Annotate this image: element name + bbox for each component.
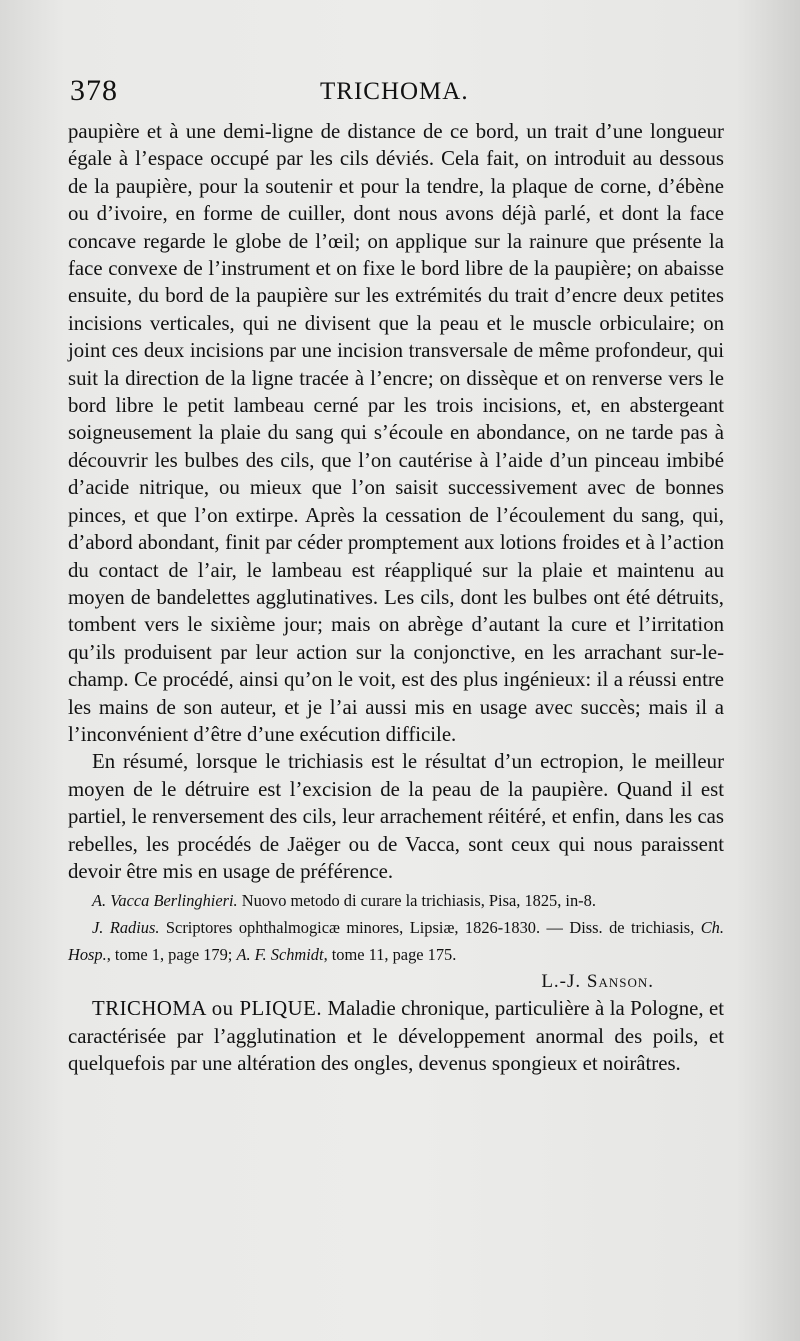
reference-author: A. F. Schmidt	[236, 945, 324, 965]
running-title: TRICHOMA.	[320, 78, 469, 105]
entry-definition: Maladie chronique, particulière à la Pologne, et caractérisée par l’agglutination et le développement anormal des poils, et quelquefois par une altération des ongles, devenus spongieux et noirâtres.	[68, 997, 724, 1076]
page-header	[70, 74, 730, 114]
author-signature: L.-J. Sanson.	[541, 971, 654, 993]
reference-title: Scriptores ophthalmogicæ minores, Lipsiæ, 1826-1830. — Diss. de trichiasis,	[159, 918, 701, 938]
entry-headword: TRICHOMA ou PLIQUE.	[92, 997, 323, 1021]
reference-author: A. Vacca Berlinghieri.	[92, 891, 238, 911]
main-text	[68, 118, 724, 1078]
reference-title: Nuovo metodo di curare la trichiasis, Pisa, 1825, in-8.	[237, 891, 596, 911]
reference-detail: , tome 1, page 179;	[106, 945, 237, 965]
bibliography-entry	[68, 914, 724, 968]
dictionary-entry	[68, 995, 724, 1077]
paragraph: En résumé, lorsque le trichiasis est le résultat d’un ectropion, le meilleur moyen de le détruire est l’excision de la peau de la paupière. Quand il est partiel, le renversement des cils, leur arrachement réitéré, et enfin, dans les cas rebelles, les procédés de Jaëger ou de Vacca, sont ceux qui nous paraissent devoir être mis en usage de préférence.	[68, 750, 724, 883]
bibliography-entry	[68, 887, 724, 914]
paragraph: paupière et à une demi-ligne de distance de ce bord, un trait d’une longueur égale à l’espace occupé par les cils déviés. Cela fait, on introduit au dessous de la paupière, pour la soutenir et pour la tendre, la plaque de corne, d’ébène ou d’ivoire, en forme de cuiller, dont nous avons déjà parlé, et dont la face concave regarde le globe de l’œil; on applique sur la rainure que présente la face convexe de l’instrument et on fixe le bord libre de la paupière; on abaisse ensuite, du bord de la paupière sur les extrémités du trait d’encre deux petites incisions verticales, qui ne divisent que la peau et le muscle orbiculaire; on joint ces deux incisions par une incision transversale de même profondeur, qui suit la direction de la ligne tracée à l’encre; on dissèque et on renverse vers le bord libre le petit lambeau cerné par les trois incisions, et, en abstergeant soigneusement la plaie du sang qui s’écoule en abondance, on ne tarde pas à découvrir les bulbes des cils, que l’on cautérise à l’aide d’un pinceau imbibé d’acide nitrique, ou mieux que l’on saisit successivement avec de bonnes pinces, et que l’on extirpe. Après la cessation de l’écoulement du sang, qui, d’abord abondant, finit par céder promptement aux lotions froides et à l’action du contact de l’air, le lambeau est réappliqué sur la plaie et maintenu au moyen de bandelettes agglutinatives. Les cils, dont les bulbes ont été détruits, tombent vers le sixième jour; mais on abrège d’autant la cure et l’irritation qu’ils produisent par leur action sur la conjonctive, en les arrachant sur-le-champ. Ce procédé, ainsi qu’on le voit, est des plus ingénieux: il a réussi entre les mains de son auteur, et je l’ai aussi mis en usage avec succès; mais il a l’inconvénient d’être d’une exécution difficile.	[68, 120, 724, 746]
bibliography	[68, 887, 724, 968]
page-number: 378	[70, 74, 118, 107]
reference-source: Ch. Hosp.	[68, 918, 724, 965]
reference-author: J. Radius.	[92, 918, 160, 938]
reference-detail: , tome 11, page 175.	[323, 945, 457, 965]
